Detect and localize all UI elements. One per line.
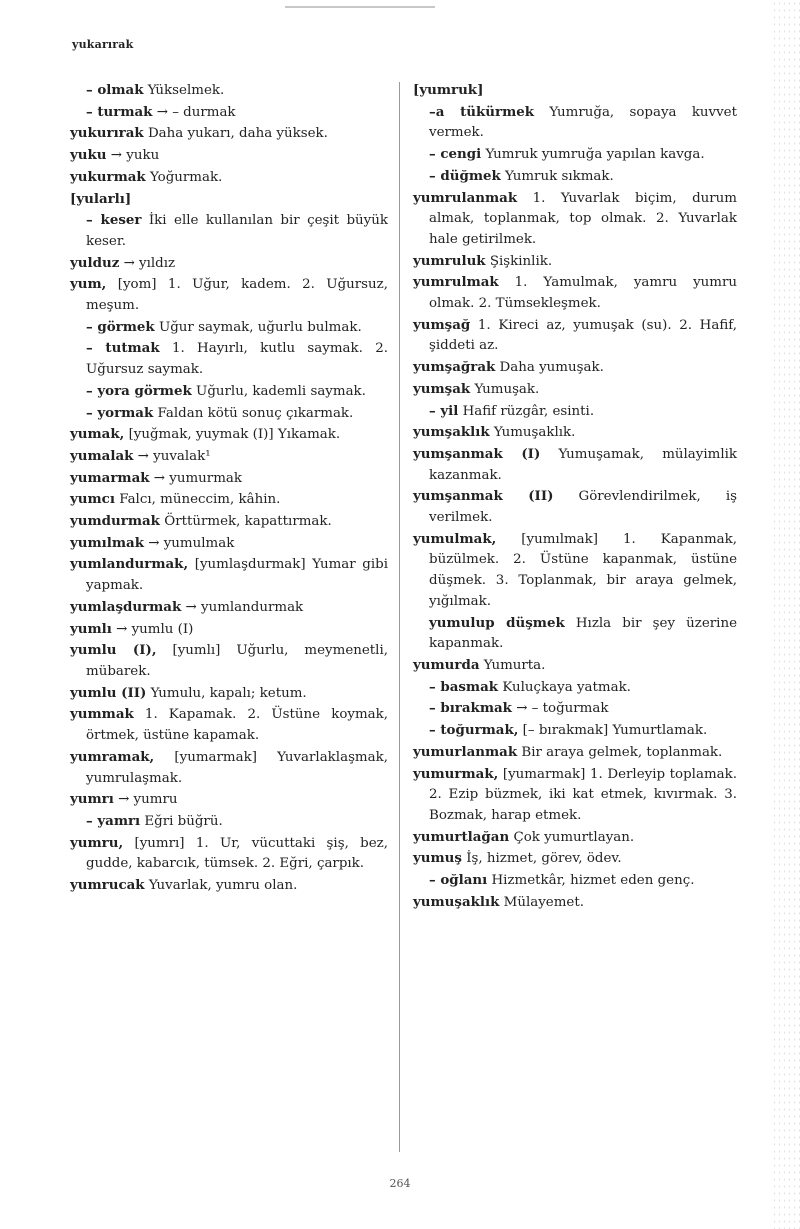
dictionary-entry bbox=[413, 80, 737, 102]
headword: yumrulmak bbox=[413, 274, 499, 291]
headword: yumramak, bbox=[70, 748, 155, 765]
definition: Yumulu, kapalı; ketum. bbox=[146, 685, 307, 701]
definition: [yumrı] 1. Ur, vücuttaki şiş, bez, gudde, kabarcık, tümsek. 2. Eğri, çarpık. bbox=[86, 835, 388, 872]
headword: yumulup düşmek bbox=[429, 614, 565, 631]
definition: Kuluçkaya yatmak. bbox=[498, 679, 631, 695]
headword: yumak, bbox=[70, 426, 125, 443]
headword: – görmek bbox=[86, 318, 155, 335]
sub-entry bbox=[413, 677, 737, 699]
dictionary-entry bbox=[70, 446, 388, 468]
dictionary-entry bbox=[70, 424, 388, 446]
definition: Uğurlu, kademli saymak. bbox=[191, 383, 366, 399]
headword: yum, bbox=[70, 276, 107, 293]
definition: 1. Kapamak. 2. Üstüne koymak, örtmek, üstüne kapamak. bbox=[86, 707, 388, 744]
dictionary-entry bbox=[70, 833, 388, 875]
definition: Yumurta. bbox=[479, 657, 546, 673]
dictionary-entry bbox=[413, 188, 737, 251]
definition: → yumurmak bbox=[149, 470, 242, 486]
dictionary-entry bbox=[70, 554, 388, 596]
headword: yumuş bbox=[413, 850, 462, 867]
definition: Falcı, müneccim, kâhin. bbox=[114, 492, 281, 508]
headword: yummak bbox=[70, 706, 134, 723]
headword: – yamrı bbox=[86, 812, 141, 829]
sub-entry bbox=[70, 811, 388, 833]
sub-entry bbox=[70, 338, 388, 380]
dictionary-entry bbox=[70, 123, 388, 145]
dictionary-entry bbox=[70, 640, 388, 682]
definition: [yumlı] Uğurlu, meymenetli, mübarek. bbox=[86, 643, 388, 679]
headword: yumru, bbox=[70, 834, 124, 851]
definition: → yumlu (I) bbox=[111, 621, 194, 637]
dictionary-entry bbox=[413, 315, 737, 357]
headword: – düğmek bbox=[429, 167, 501, 184]
sub-entry bbox=[413, 401, 737, 423]
headword: yumşanmak (II) bbox=[413, 488, 554, 505]
running-head: yukarırak bbox=[72, 38, 134, 51]
headword: – bırakmak bbox=[429, 700, 512, 717]
definition: [yumılmak] 1. Kapanmak, büzülmek. 2. Üstüne kapanmak, üstüne düşmek. 3. Toplanmak, bir araya gelmek, yığılmak. bbox=[429, 531, 737, 609]
headword: yumşanmak (I) bbox=[413, 445, 541, 462]
headword: yumarmak bbox=[70, 469, 150, 486]
headword: yulduz bbox=[70, 254, 120, 271]
right-column bbox=[413, 80, 737, 913]
headword: – toğurmak, bbox=[429, 722, 519, 739]
headword: yumurtlağan bbox=[413, 828, 510, 845]
sub-entry bbox=[413, 144, 737, 166]
headword: yukurmak bbox=[70, 168, 146, 185]
definition: [yumarmak] Yuvarlaklaşmak, yumrulaşmak. bbox=[86, 749, 388, 786]
sub-entry bbox=[413, 720, 737, 742]
definition: Yumruğa, sopaya kuvvet vermek. bbox=[429, 104, 737, 141]
dictionary-entry bbox=[70, 145, 388, 167]
dictionary-entry bbox=[70, 747, 388, 789]
definition: [yumlaşdurmak] Yumar gibi yapmak. bbox=[86, 557, 388, 594]
dictionary-entry bbox=[70, 619, 388, 641]
definition: Yumruk sıkmak. bbox=[500, 168, 614, 184]
definition: 1. Yamulmak, yamru yumru olmak. 2. Tümsekleşmek. bbox=[429, 275, 737, 312]
dictionary-entry bbox=[413, 272, 737, 314]
headword: yumurlanmak bbox=[413, 743, 518, 760]
definition: Faldan kötü sonuç çıkarmak. bbox=[153, 405, 354, 421]
definition: Örttürmek, kapattırmak. bbox=[159, 514, 332, 530]
dictionary-entry bbox=[413, 379, 737, 401]
definition: Yükselmek. bbox=[143, 83, 225, 98]
sub-entry bbox=[70, 210, 388, 252]
definition: [yuğmak, yuymak (I)] Yıkamak. bbox=[124, 427, 341, 443]
definition: Çok yumurtlayan. bbox=[509, 829, 635, 845]
definition: → – toğurmak bbox=[511, 701, 609, 717]
headword: – cengi bbox=[429, 146, 482, 163]
definition: → – durmak bbox=[152, 104, 236, 120]
headword: [yularlı] bbox=[70, 190, 132, 207]
definition: Bir araya gelmek, toplanmak. bbox=[517, 744, 723, 760]
dictionary-entry bbox=[70, 533, 388, 555]
dictionary-entry bbox=[413, 251, 737, 273]
headword: yumşak bbox=[413, 380, 471, 397]
headword: yumalak bbox=[70, 447, 134, 464]
scan-top-line bbox=[285, 6, 435, 8]
definition: Daha yumuşak. bbox=[495, 360, 604, 376]
sub-entry bbox=[70, 317, 388, 339]
headword: yumcı bbox=[70, 491, 115, 508]
definition: 1. Kireci az, yumuşak (su). 2. Hafif, şiddeti az. bbox=[429, 317, 737, 354]
dictionary-entry bbox=[70, 274, 388, 316]
headword: – oğlanı bbox=[429, 872, 488, 889]
headword: yumurda bbox=[413, 656, 480, 673]
column-divider bbox=[399, 82, 400, 1152]
dictionary-entry bbox=[413, 892, 737, 914]
headword: – turmak bbox=[86, 103, 153, 120]
headword: yumşağ bbox=[413, 316, 471, 333]
headword: yumruluk bbox=[413, 252, 486, 269]
definition: [yom] 1. Uğur, kadem. 2. Uğursuz, meşum. bbox=[86, 277, 388, 314]
headword: yumurmak, bbox=[413, 765, 499, 782]
dictionary-entry bbox=[70, 789, 388, 811]
dictionary-entry bbox=[70, 468, 388, 490]
headword: yumuşaklık bbox=[413, 893, 500, 910]
definition: Yumuşak. bbox=[470, 381, 540, 397]
headword: yumlu (II) bbox=[70, 684, 147, 701]
definition: → yıldız bbox=[119, 255, 176, 271]
definition: Görevlendirilmek, iş verilmek. bbox=[429, 489, 738, 526]
dictionary-entry bbox=[413, 848, 737, 870]
definition: [yumarmak] 1. Derleyip toplamak. 2. Ezip büzmek, iki kat etmek, kıvırmak. 3. Bozmak, harap etmek. bbox=[429, 766, 737, 823]
definition: Hafif rüzgâr, esinti. bbox=[458, 403, 595, 419]
dictionary-entry bbox=[70, 253, 388, 275]
definition: 1. Yuvarlak biçim, durum almak, toplanmak, top olmak. 2. Yuvarlak hale getirilmek. bbox=[429, 190, 737, 247]
headword: yumılmak bbox=[70, 534, 144, 551]
definition: → yumulmak bbox=[143, 535, 235, 551]
definition: Yumuşaklık. bbox=[489, 425, 576, 441]
sub-entry bbox=[70, 403, 388, 425]
definition: Hızla bir şey üzerine kapanmak. bbox=[429, 615, 737, 652]
sub-entry bbox=[413, 102, 737, 144]
headword: – keser bbox=[86, 212, 142, 229]
definition: İki elle kullanılan bir çeşit büyük keser. bbox=[86, 213, 388, 249]
dictionary-entry bbox=[70, 875, 388, 897]
sub-entry bbox=[70, 102, 388, 124]
sub-entry bbox=[413, 613, 737, 655]
dictionary-entry bbox=[413, 827, 737, 849]
dictionary-entry bbox=[413, 529, 737, 613]
dictionary-entry bbox=[70, 597, 388, 619]
headword: yumrı bbox=[70, 791, 114, 808]
headword: yumşaklık bbox=[413, 424, 490, 441]
definition: Yoğurmak. bbox=[145, 169, 223, 185]
dictionary-entry bbox=[70, 167, 388, 189]
definition: Uğur saymak, uğurlu bulmak. bbox=[154, 319, 362, 335]
dictionary-entry bbox=[413, 764, 737, 827]
headword: yumlandurmak, bbox=[70, 556, 189, 573]
definition: → yumru bbox=[113, 792, 178, 808]
dictionary-entry bbox=[413, 655, 737, 677]
dictionary-entry bbox=[413, 422, 737, 444]
dictionary-entry bbox=[70, 511, 388, 533]
headword: yumlu (I), bbox=[70, 642, 157, 659]
scan-margin-noise bbox=[772, 0, 800, 1229]
dictionary-entry bbox=[413, 357, 737, 379]
definition: → yuku bbox=[106, 148, 160, 164]
definition: 1. Hayırlı, kutlu saymak. 2. Uğursuz saymak. bbox=[86, 341, 388, 378]
page-number: 264 bbox=[389, 1177, 411, 1190]
headword: yumlaşdurmak bbox=[70, 598, 182, 615]
headword: yumrulanmak bbox=[413, 189, 518, 206]
sub-entry bbox=[413, 698, 737, 720]
dictionary-entry bbox=[413, 486, 737, 528]
definition: → yumlandurmak bbox=[181, 599, 304, 615]
definition: Şişkinlik. bbox=[485, 253, 553, 269]
headword: yumdurmak bbox=[70, 513, 160, 530]
sub-entry bbox=[413, 870, 737, 892]
headword: – yora görmek bbox=[86, 382, 192, 399]
definition: [– bırakmak] Yumurtlamak. bbox=[518, 723, 708, 739]
headword: –a tükürmek bbox=[429, 103, 535, 120]
dictionary-entry bbox=[70, 683, 388, 705]
dictionary-entry bbox=[70, 489, 388, 511]
headword: – basmak bbox=[429, 678, 499, 695]
headword: yumşağrak bbox=[413, 359, 496, 376]
headword: – tutmak bbox=[86, 340, 160, 357]
definition: → yuvalak¹ bbox=[133, 448, 211, 464]
headword: – yormak bbox=[86, 404, 154, 421]
headword: yumrucak bbox=[70, 877, 145, 894]
headword: yumulmak, bbox=[413, 530, 497, 547]
definition: Yuvarlak, yumru olan. bbox=[144, 878, 298, 894]
dictionary-entry bbox=[70, 189, 388, 211]
sub-entry bbox=[70, 381, 388, 403]
headword: yuku bbox=[70, 147, 107, 164]
headword: [yumruk] bbox=[413, 82, 484, 98]
dictionary-entry bbox=[70, 704, 388, 746]
definition: Yumruk yumruğa yapılan kavga. bbox=[481, 147, 705, 163]
headword: yumlı bbox=[70, 620, 112, 637]
definition: Daha yukarı, daha yüksek. bbox=[143, 126, 328, 142]
definition: Yumuşamak, mülayimlik kazanmak. bbox=[429, 446, 738, 483]
dictionary-entry bbox=[413, 444, 737, 486]
headword: yukurırak bbox=[70, 125, 144, 142]
definition: Eğri büğrü. bbox=[140, 813, 223, 829]
sub-entry bbox=[70, 80, 388, 102]
definition: Hizmetkâr, hizmet eden genç. bbox=[487, 873, 695, 889]
sub-entry bbox=[413, 166, 737, 188]
headword: – olmak bbox=[86, 82, 144, 98]
definition: Mülayemet. bbox=[499, 894, 584, 910]
left-column bbox=[70, 80, 388, 897]
dictionary-entry bbox=[413, 742, 737, 764]
definition: İş, hizmet, görev, ödev. bbox=[461, 851, 622, 867]
headword: – yil bbox=[429, 402, 459, 419]
